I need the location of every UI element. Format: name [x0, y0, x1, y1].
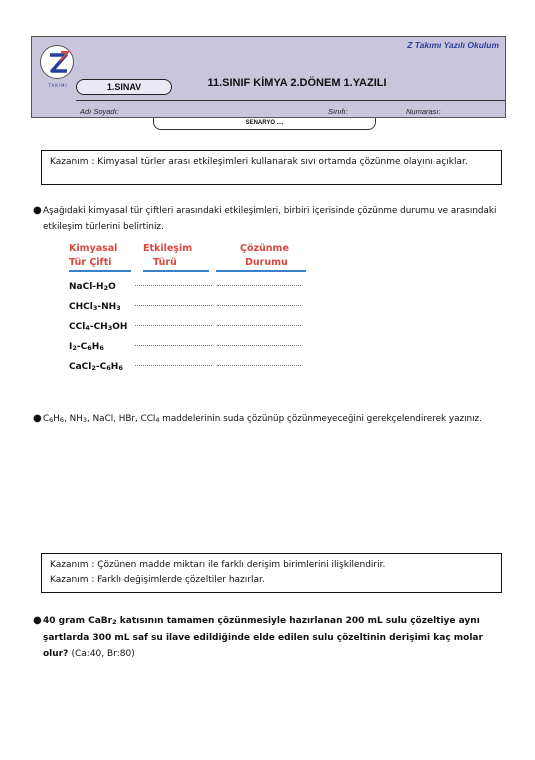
class-label: Sınıfı: — [328, 107, 348, 116]
bullet-icon: ● — [33, 413, 42, 424]
answer-line[interactable] — [135, 285, 212, 286]
header-divider — [76, 100, 505, 101]
pair-row-1: NaCl-$H_2O$ — [69, 282, 116, 292]
objective-text-3: Kazanım : Farklı değişimlerde çözeltiler hazırlar. — [50, 575, 265, 585]
column-header-line1: Çözünme — [240, 243, 289, 254]
scenario-tab: SENARYO .... — [153, 118, 376, 130]
column-header-solubility — [240, 242, 289, 270]
exam-number-badge: 1.SINAV — [76, 79, 172, 95]
answer-line[interactable] — [135, 325, 212, 326]
exam-header — [31, 36, 506, 118]
column-underline — [216, 270, 306, 272]
column-header-line2: Durumu — [245, 257, 288, 268]
school-name: Z Takımı Yazılı Okulum — [407, 40, 499, 50]
column-header-pair — [69, 242, 117, 270]
number-label: Numarası: — [406, 107, 441, 116]
logo-text: TAKIMI — [48, 83, 68, 88]
column-header-line1: Kimyasal — [69, 243, 118, 254]
question-2 — [33, 411, 503, 428]
column-header-line2: Türü — [153, 257, 177, 268]
answer-line[interactable] — [135, 365, 212, 366]
objective-text-2: Kazanım : Çözünen madde miktarı ile farklı derişim birimlerini ilişkilendirir. — [50, 560, 386, 570]
answer-line[interactable] — [217, 305, 301, 306]
answer-line[interactable] — [217, 365, 301, 366]
column-header-line2: Tür Çifti — [69, 257, 112, 268]
column-underline — [69, 270, 131, 272]
pair-row-5: $CaCl_2-C_6H_6$ — [69, 362, 123, 372]
question-1-text: Aşağıdaki kimyasal tür çiftleri arasındaki etkileşimleri, birbiri içerisinde çözünme durumu ve arasındaki etkileşim türlerini belirtiniz. — [43, 206, 497, 232]
question-3 — [33, 613, 483, 662]
column-underline — [143, 270, 209, 272]
name-label: Adı Soyadı: — [80, 107, 119, 116]
z-logo-icon — [40, 45, 74, 88]
answer-line[interactable] — [217, 345, 301, 346]
answer-line[interactable] — [135, 345, 212, 346]
question-3-hint: (Ca:40, Br:80) — [71, 649, 135, 659]
answer-line[interactable] — [135, 305, 212, 306]
column-header-interaction — [143, 242, 192, 270]
question-1 — [33, 203, 503, 235]
objective-box-2 — [41, 553, 502, 593]
bullet-icon: ● — [33, 205, 42, 216]
question-2-text: $C_6H_6$, $NH_3$, NaCl, HBr, CCl$_4$ maddelerinin suda çözünüp çözünmeyeceğini gerekçelendirerek yazınız. — [43, 414, 482, 424]
pair-row-4: $I_2-C_6H_6$ — [69, 342, 104, 352]
bullet-icon: ● — [33, 615, 42, 626]
answer-line[interactable] — [217, 325, 301, 326]
objective-text-1: Kazanım : Kimyasal türler arası etkileşimleri kullanarak sıvı ortamda çözünme olayını açıklar. — [50, 157, 468, 167]
answer-line[interactable] — [217, 285, 301, 286]
pair-row-3: $CCl_4-CH_3OH$ — [69, 322, 128, 332]
objective-box-1 — [41, 150, 502, 185]
column-header-line1: Etkileşim — [143, 243, 193, 254]
question-3-text: 40 gram CaBr$_2$ katısının tamamen çözünmesiyle hazırlanan 200 mL sulu çözeltiye aynı şartlarda 300 mL saf su ilave edildiğinde elde edilen sulu çözeltinin derişimi kaç molar olur? — [43, 616, 483, 659]
exam-title: 11.SINIF KİMYA 2.DÖNEM 1.YAZILI — [207, 77, 387, 89]
pair-row-2: $CHCl_3-NH_3$ — [69, 302, 121, 312]
